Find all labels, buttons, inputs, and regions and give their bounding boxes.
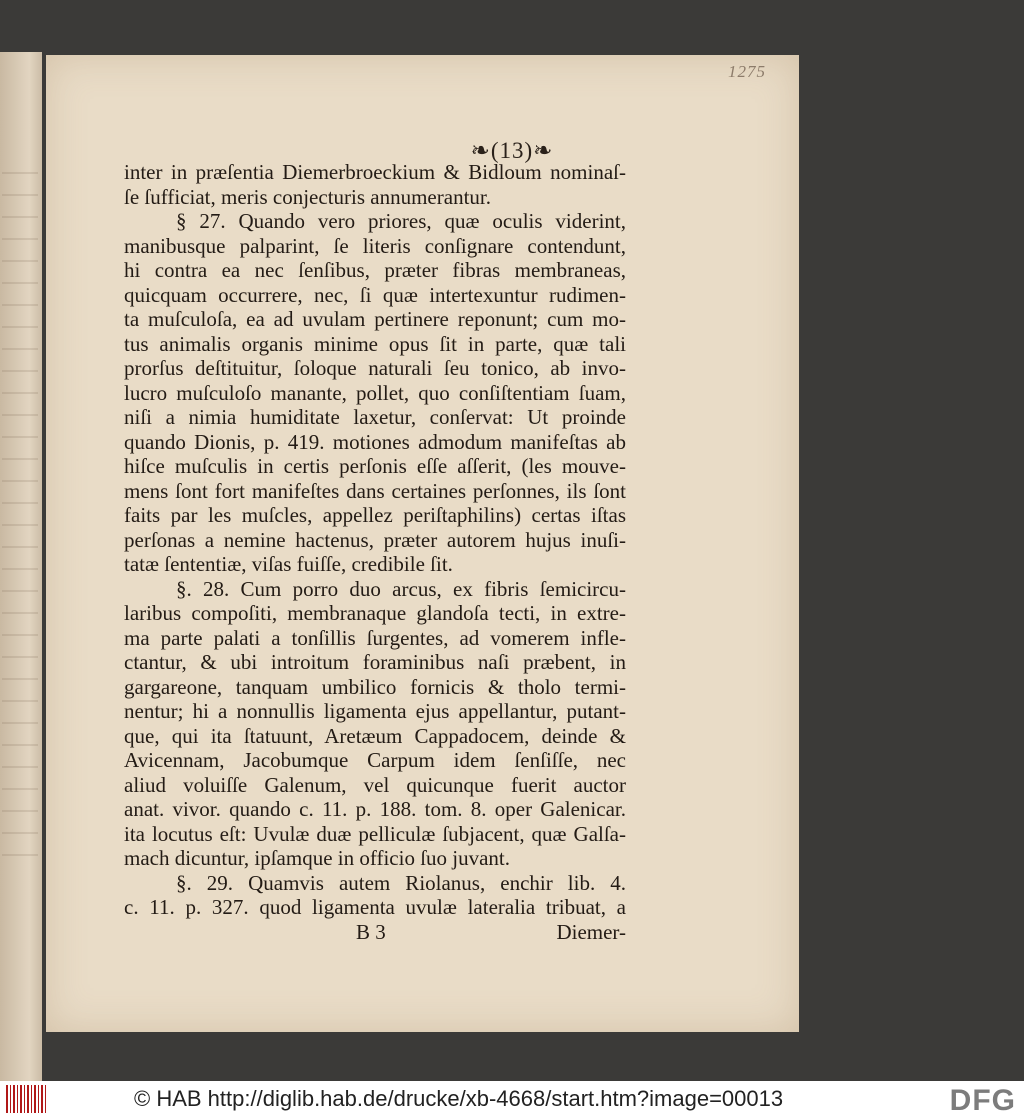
text-line: prorſus deſtituitur, ſoloque naturali ſeu tonico, ab invo- [124, 356, 626, 380]
text-line: ſe ſufficiat, meris conjecturis annumerantur. [124, 184, 491, 209]
text-line: gargareone, tanquam umbilico fornicis & tholo termi- [124, 674, 626, 699]
text-line: laribus compoſiti, membranaque glandoſa tecti, in extre- [124, 601, 626, 625]
signature-line [124, 920, 626, 945]
text-line: manibusque palparint, ſe literis conſignare contendunt, [124, 233, 626, 258]
text-line: c. 11. p. 327. quod ligamenta uvulæ lateralia tribuat, a [124, 895, 626, 919]
text-line: mens ſont fort manifeſtes dans certaines perſonnes, ils ſont [124, 478, 626, 503]
text-line: ta muſculoſa, ea ad uvulam pertinere reponunt; cum mo- [124, 307, 626, 331]
dfg-logo: DFG [949, 1084, 1016, 1117]
text-line: §. 28. Cum porro duo arcus, ex fibris ſemicircu- [176, 576, 626, 601]
text-line: § 27. Quando vero priores, quæ oculis viderint, [176, 209, 626, 233]
text-line: quicquam occurrere, nec, ſi quæ intertexuntur rudimen- [124, 282, 626, 307]
hab-barcode-icon [6, 1085, 46, 1113]
viewer-footer [0, 1081, 1024, 1118]
signature-mark: B 3 [356, 919, 386, 944]
text-line: aliud voluiſſe Galenum, vel quicunque fuerit auctor [124, 772, 626, 797]
text-line: hiſce muſculis in certis perſonis eſſe aſſerit, (les mouve- [124, 454, 626, 478]
text-line: quando Dionis, p. 419. motiones admodum manifeſtas ab [124, 429, 626, 454]
text-line: nentur; hi a nonnullis ligamenta ejus appellantur, putant- [124, 699, 626, 723]
adjacent-page-text-bleed [2, 172, 38, 872]
page-header: ❧(13)❧ [470, 138, 554, 163]
text-line: inter in præſentia Diemerbroeckium & Bidloum nominaſ- [124, 160, 626, 184]
text-line: anat. vivor. quando c. 11. p. 188. tom. 8. oper Galenicar. [124, 797, 626, 821]
copyright-link[interactable]: © HAB http://diglib.hab.de/drucke/xb-4668/start.htm?image=00013 [134, 1086, 784, 1111]
text-line: perſonas a nemine hactenus, præter autorem hujus inuſi- [124, 527, 626, 552]
text-line: mach dicuntur, ipſamque in officio ſuo juvant. [124, 846, 511, 870]
text-line: hi contra ea nec ſenſibus, præter fibras membraneas, [124, 258, 626, 282]
text-line: ctantur, & ubi introitum foraminibus naſi præbent, in [124, 650, 626, 674]
text-line: faits par les muſcles, appellez periſtaphilins) certas iſtas [124, 503, 626, 527]
text-line: ma parte palati a tonſillis ſurgentes, ad vomerem infle- [124, 625, 626, 650]
text-line: niſi a nimia humiditate laxetur, conſervat: Ut proinde [124, 405, 626, 429]
text-line: §. 29. Quamvis autem Riolanus, enchir lib. 4. [176, 870, 626, 895]
text-line: tus animalis organis minime opus ſit in parte, quæ tali [124, 331, 626, 356]
text-line: ita locutus eſt: Uvulæ duæ pelliculæ ſubjacent, quæ Galſa- [124, 821, 626, 846]
text-line: tatæ ſententiæ, viſas fuiſſe, credibile ſit. [124, 552, 453, 576]
adjacent-page-edge [0, 52, 42, 1087]
body-text [124, 160, 626, 944]
text-line: lucro muſculoſo manante, pollet, quo conſiſtentiam ſuam, [124, 380, 626, 405]
text-line: que, qui ita ſtatuunt, Aretæum Cappadocem, deinde & [124, 723, 626, 748]
catchword: Diemer- [556, 919, 626, 944]
pencil-folio-note: 1275 [728, 62, 766, 81]
text-line: Avicennam, Jacobumque Carpum idem ſenſiſſe, nec [124, 748, 626, 772]
